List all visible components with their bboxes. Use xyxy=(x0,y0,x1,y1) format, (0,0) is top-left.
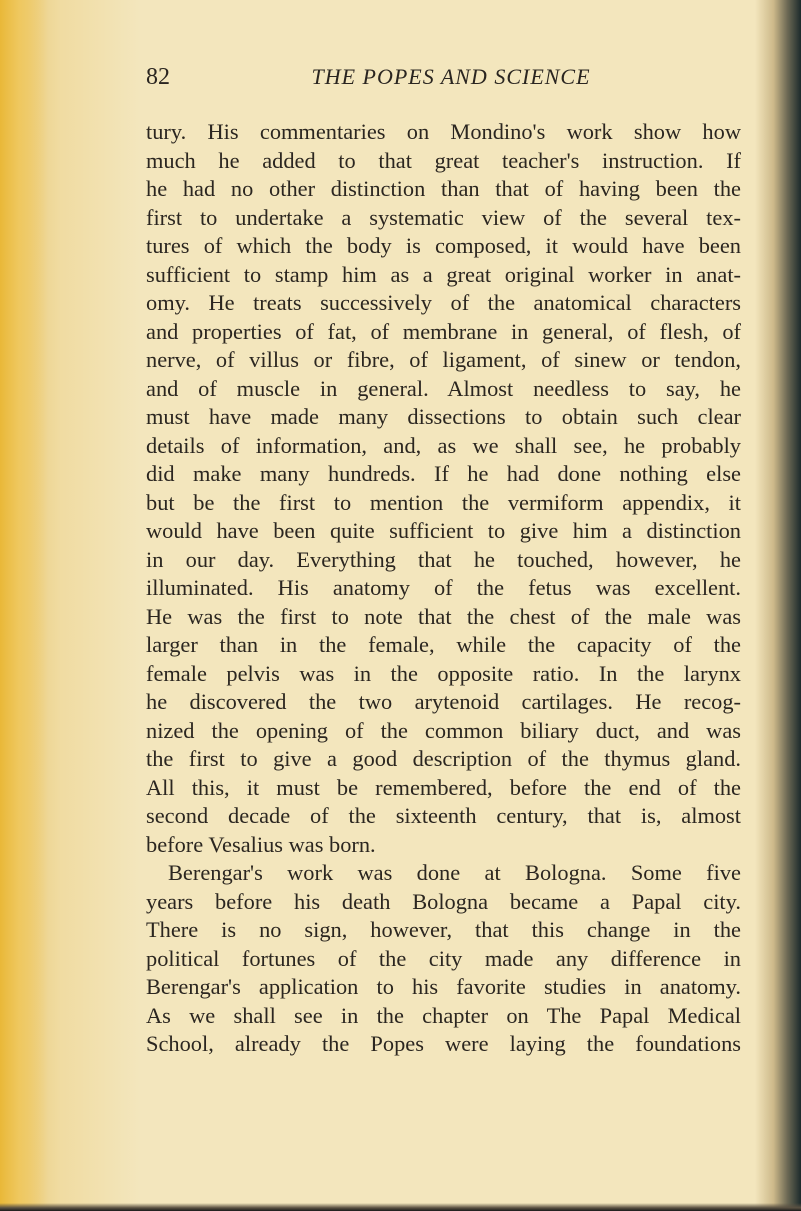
text-line: much he added to that great teacher's instruction. If xyxy=(146,147,741,173)
text-line: larger than in the female, while the capacity of the xyxy=(146,632,741,657)
text-line: School, already the Popes were laying the foundations xyxy=(146,1031,741,1056)
text-line: would have been quite sufficient to give him a distinction xyxy=(146,518,741,543)
text-line: but be the first to mention the vermiform appendix, it xyxy=(146,489,741,515)
text-line: political fortunes of the city made any difference in xyxy=(146,945,741,971)
text-line: the first to give a good description of the thymus gland. xyxy=(146,746,741,771)
text-line: and of muscle in general. Almost needless to say, he xyxy=(146,375,741,401)
text-line: second decade of the sixteenth century, that is, almost xyxy=(146,803,741,828)
text-line: before Vesalius was born. xyxy=(146,831,376,857)
text-line: Berengar's work was done at Bologna. Some five xyxy=(168,860,741,885)
text-line: first to undertake a systematic view of the several tex- xyxy=(146,204,741,230)
text-line: he had no other distinction than that of having been the xyxy=(146,176,741,201)
text-line: tures of which the body is composed, it would have been xyxy=(146,233,741,258)
text-line: female pelvis was in the opposite ratio. In the larynx xyxy=(146,660,741,686)
text-line: He was the first to note that the chest of the male was xyxy=(146,603,741,629)
page-edge-shadow xyxy=(755,0,801,1211)
text-line: tury. His commentaries on Mondino's work show how xyxy=(146,119,741,144)
text-line: years before his death Bologna became a Papal city. xyxy=(146,888,741,914)
page-number: 82 xyxy=(146,64,170,90)
text-line: sufficient to stamp him as a great original worker in anat- xyxy=(146,261,741,287)
text-line: Berengar's application to his favorite studies in anatomy. xyxy=(146,974,741,999)
text-line: did make many hundreds. If he had done nothing else xyxy=(146,461,741,486)
page-header xyxy=(146,64,746,98)
body-text xyxy=(146,118,741,1059)
text-line: must have made many dissections to obtain such clear xyxy=(146,404,741,429)
text-line: in our day. Everything that he touched, however, he xyxy=(146,546,741,572)
text-line: nized the opening of the common biliary duct, and was xyxy=(146,717,741,743)
text-line: nerve, of villus or fibre, of ligament, of sinew or tendon, xyxy=(146,347,741,372)
text-line: he discovered the two arytenoid cartilages. He recog- xyxy=(146,689,741,714)
text-line: omy. He treats successively of the anatomical characters xyxy=(146,290,741,315)
text-line: details of information, and, as we shall see, he probably xyxy=(146,432,741,458)
text-line: As we shall see in the chapter on The Papal Medical xyxy=(146,1002,741,1028)
text-line: and properties of fat, of membrane in general, of flesh, of xyxy=(146,318,741,344)
text-line: All this, it must be remembered, before the end of the xyxy=(146,774,741,800)
page-gutter-shadow xyxy=(0,0,48,1211)
running-title: THE POPES AND SCIENCE xyxy=(311,64,591,89)
text-line: There is no sign, however, that this change in the xyxy=(146,917,741,942)
page-bottom-edge xyxy=(0,1203,801,1211)
text-line: illuminated. His anatomy of the fetus was excellent. xyxy=(146,575,741,600)
